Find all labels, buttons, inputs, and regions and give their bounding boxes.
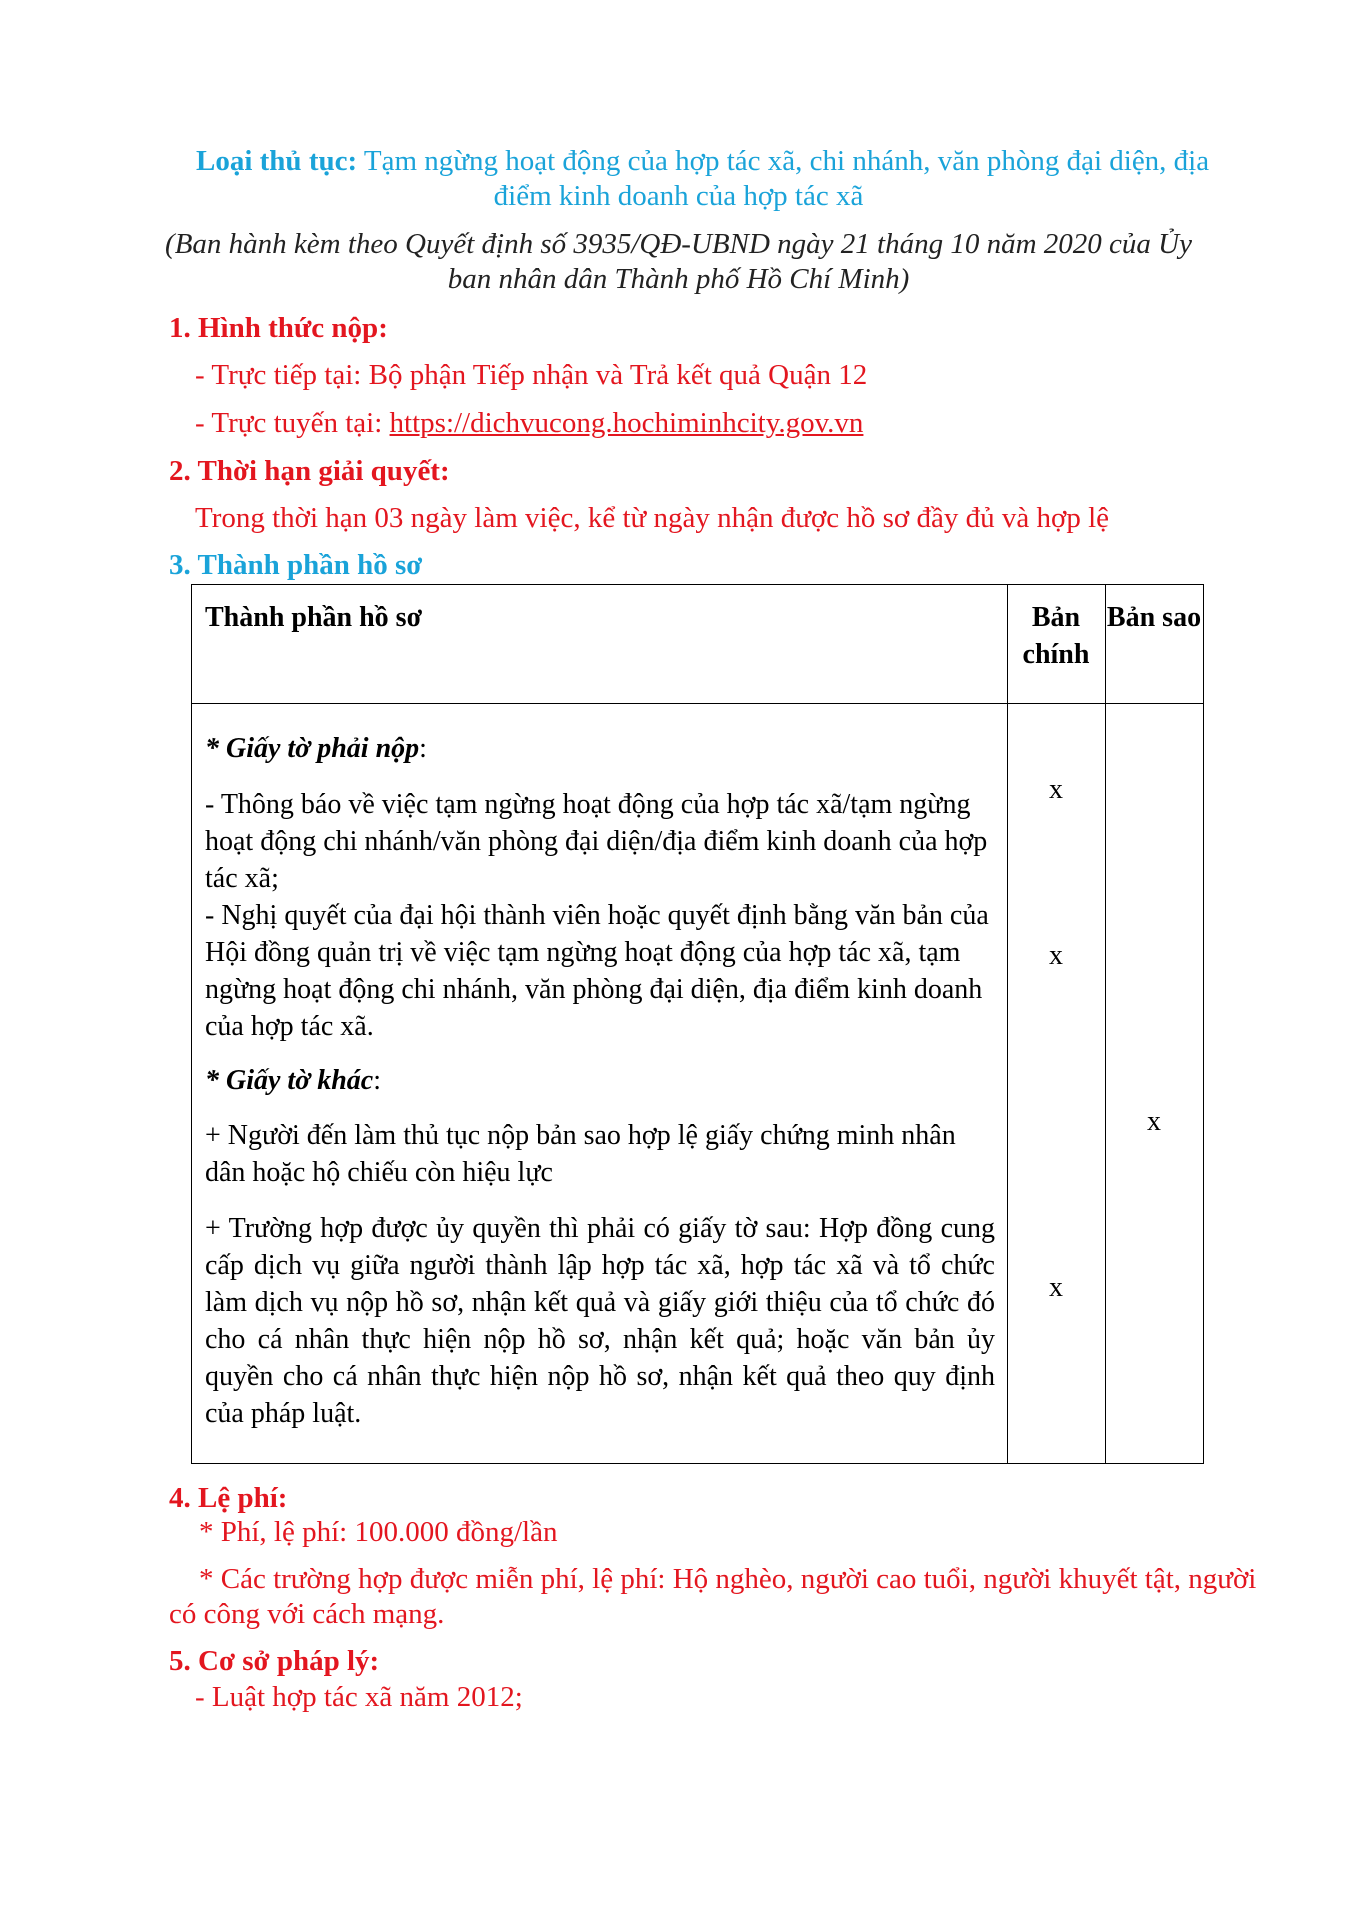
fee-exemption-line1: * Các trường hợp được miễn phí, lệ phí: Hộ nghèo, người cao tuổi, người khuyết tật, người xyxy=(199,1563,1257,1595)
other-documents-heading xyxy=(205,1062,995,1099)
documents-table xyxy=(191,584,1204,1464)
processing-time-text: Trong thời hạn 03 ngày làm việc, kể từ ngày nhận được hồ sơ đầy đủ và hợp lệ xyxy=(195,502,1110,534)
fee-amount: * Phí, lệ phí: 100.000 đồng/lần xyxy=(199,1516,558,1548)
section4-heading: 4. Lệ phí: xyxy=(169,1482,288,1514)
public-service-link[interactable]: https://dichvucong.hochiminhcity.gov.vn xyxy=(389,407,864,439)
document-item-4: + Trường hợp được ủy quyền thì phải có giấy tờ sau: Hợp đồng cung cấp dịch vụ giữa người thành lập hợp tác xã, hợp tác xã và tổ chức làm dịch vụ nộp hồ sơ, nhận kết quả và giấy giới thiệu của tổ chức đó cho cá nhân thực hiện nộp hồ sơ, nhận kết quả; hoặc văn bản ủy quyền cho cá nhân thực hiện nộp hồ sơ, nhận kết quả theo quy định của pháp luật. xyxy=(205,1213,995,1429)
document-item-2: - Nghị quyết của đại hội thành viên hoặc quyết định bằng văn bản của Hội đồng quản trị về việc tạm ngừng hoạt động của hợp tác xã, tạm ngừng hoạt động chi nhánh, văn phòng đại diện, địa điểm kinh doanh của hợp tác xã. xyxy=(205,900,989,1042)
section1-heading: 1. Hình thức nộp: xyxy=(169,312,388,344)
fee-exemption-line2: có công với cách mạng. xyxy=(169,1598,445,1630)
mark-item4-original: x xyxy=(1049,1272,1063,1303)
procedure-title-text: Tạm ngừng hoạt động của hợp tác xã, chi nhánh, văn phòng đại diện, địa xyxy=(357,145,1210,177)
required-heading-colon: : xyxy=(419,733,427,764)
submission-online-prefix: - Trực tuyến tại: xyxy=(195,407,390,439)
document-item-3: + Người đến làm thủ tục nộp bản sao hợp lệ giấy chứng minh nhân dân hoặc hộ chiếu còn hiệu lực xyxy=(205,1120,956,1188)
required-heading-text: * Giấy tờ phải nộp xyxy=(205,733,420,764)
column-divider xyxy=(1105,585,1106,1463)
column-divider xyxy=(1007,585,1008,1463)
submission-direct: - Trực tiếp tại: Bộ phận Tiếp nhận và Trả kết quả Quận 12 xyxy=(195,359,868,391)
other-heading-colon: : xyxy=(373,1065,382,1096)
section2-heading: 2. Thời hạn giải quyết: xyxy=(169,455,450,487)
table-header-documents: Thành phần hồ sơ xyxy=(205,602,423,633)
procedure-type-label: Loại thủ tục: xyxy=(196,145,358,177)
table-header-copy: Bản sao xyxy=(1106,602,1202,633)
table-header-original: Bản chính xyxy=(1022,602,1090,670)
other-heading-text: * Giấy tờ khác xyxy=(205,1065,374,1096)
procedure-title-line2: điểm kinh doanh của hợp tác xã xyxy=(493,180,864,212)
header-divider xyxy=(192,703,1203,704)
document-item-1: - Thông báo về việc tạm ngừng hoạt động của hợp tác xã/tạm ngừng hoạt động chi nhánh/văn phòng đại diện/địa điểm kinh doanh của hợp tác xã; xyxy=(205,789,988,894)
submission-online xyxy=(195,405,863,441)
issuance-note-line2: ban nhân dân Thành phố Hồ Chí Minh) xyxy=(447,263,910,295)
section3-heading: 3. Thành phần hồ sơ xyxy=(169,549,423,581)
procedure-title-line1 xyxy=(196,143,1209,179)
section5-heading: 5. Cơ sở pháp lý: xyxy=(169,1645,380,1677)
mark-item3-copy: x xyxy=(1147,1106,1161,1137)
mark-item1-original: x xyxy=(1049,774,1063,805)
mark-item2-original: x xyxy=(1049,940,1063,971)
issuance-note-line1: (Ban hành kèm theo Quyết định số 3935/QĐ-UBND ngày 21 tháng 10 năm 2020 của Ủy xyxy=(165,228,1192,260)
required-documents-heading xyxy=(205,730,995,767)
legal-basis-item: - Luật hợp tác xã năm 2012; xyxy=(195,1681,523,1713)
